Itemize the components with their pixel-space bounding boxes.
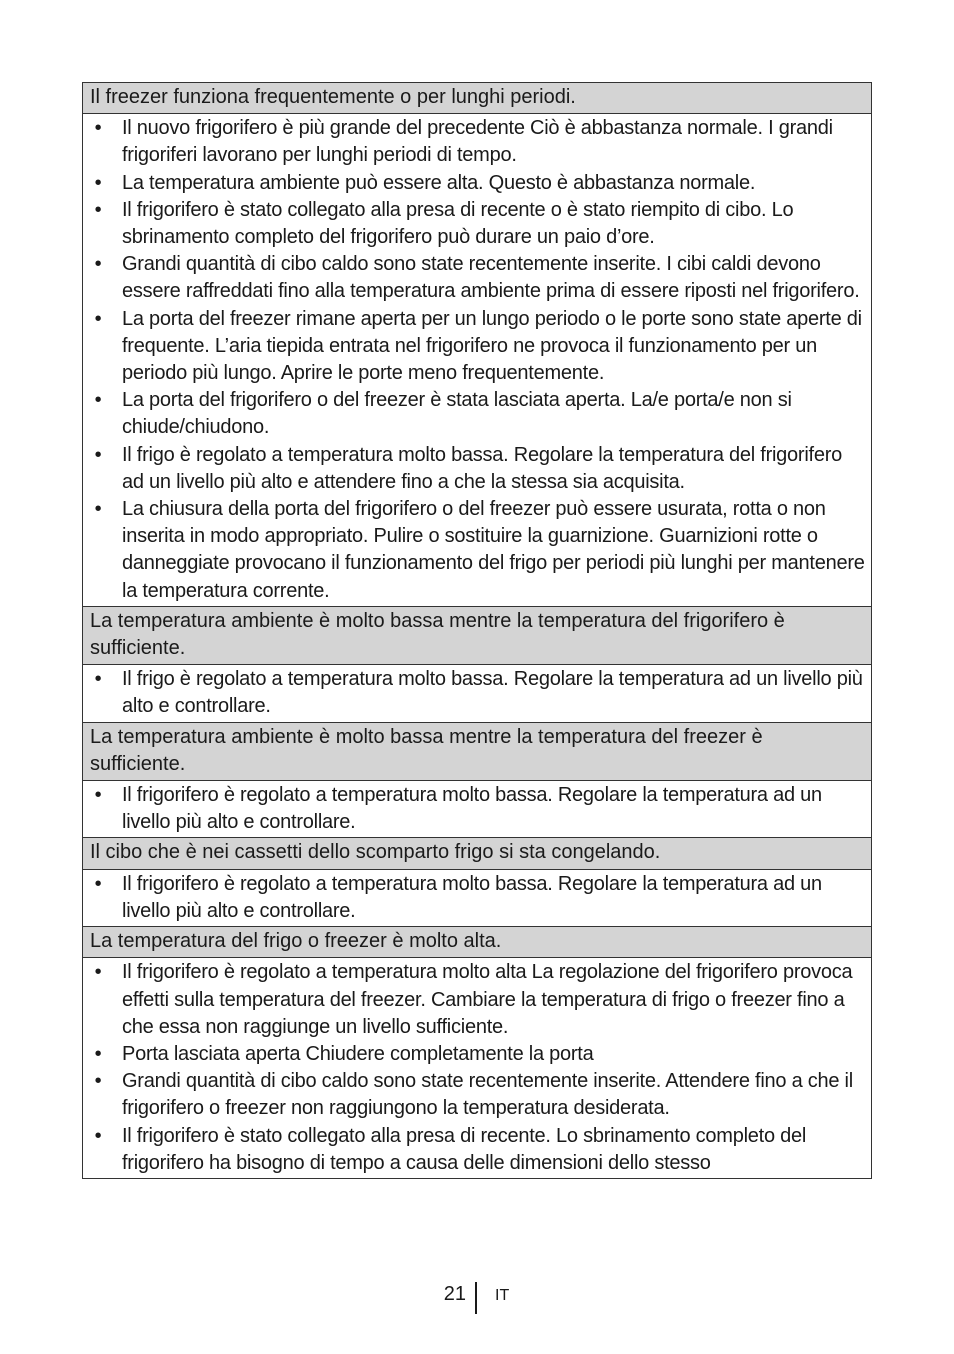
section-header: Il freezer funziona frequentemente o per lunghi periodi.	[83, 83, 871, 114]
section-body	[83, 114, 871, 606]
bullet-icon: •	[94, 307, 102, 330]
bullet-icon: •	[94, 117, 102, 140]
list-item-text: Il frigo è regolato a temperatura molto bassa. Regolare la temperatura ad un livello più alto e controllare.	[122, 668, 863, 718]
list-item	[90, 170, 865, 197]
list-item	[90, 871, 865, 925]
list-item	[90, 251, 865, 305]
section-header: Il cibo che è nei cassetti dello scomparto frigo si sta congelando.	[83, 837, 871, 869]
list-item-text: La porta del frigorifero o del freezer è stata lasciata aperta. La/e porta/e non si chiude/chiudono.	[122, 389, 792, 439]
list-item	[90, 306, 865, 388]
bullet-icon: •	[94, 961, 102, 984]
bullet-icon: •	[94, 668, 102, 691]
list-item-text: La temperatura ambiente può essere alta. Questo è abbastanza normale.	[122, 171, 756, 194]
list-item	[90, 782, 865, 836]
list-item	[90, 115, 865, 169]
section-ambient-low-fridge	[83, 606, 871, 722]
list-item	[90, 666, 865, 720]
list-item-text: Il frigo è regolato a temperatura molto bassa. Regolare la temperatura del frigorifero ad un livello più alto e attendere fino a che la stessa sia acquisita.	[122, 443, 842, 493]
troubleshooting-table	[82, 82, 872, 1179]
list-item-text: Grandi quantità di cibo caldo sono state recentemente inserite. I cibi caldi devono essere raffreddati fino alla temperatura ambiente prima di essere riposti nel frigorifero.	[122, 253, 860, 303]
list-item-text: Il frigorifero è regolato a temperatura molto bassa. Regolare la temperatura ad un livello più alto e controllare.	[122, 784, 822, 834]
bullet-icon: •	[94, 498, 102, 521]
section-food-freezing	[83, 837, 871, 926]
section-body	[83, 665, 871, 721]
section-temperature-high	[83, 926, 871, 1178]
list-item-text: Porta lasciata aperta Chiudere completamente la porta	[122, 1042, 594, 1065]
footer-separator	[475, 1282, 477, 1314]
list-item-text: Il frigorifero è regolato a temperatura molto alta La regolazione del frigorifero provoca effetti sulla temperatura del freezer. Cambiare la temperatura di frigo o freezer fino a che essa non raggiunge un livello sufficiente.	[122, 961, 853, 1038]
page-footer	[0, 1280, 954, 1316]
bullet-icon: •	[94, 1070, 102, 1093]
bullet-icon: •	[94, 872, 102, 895]
bullet-icon: •	[94, 253, 102, 276]
list-item	[90, 442, 865, 496]
list-item	[90, 1041, 865, 1068]
bullet-icon: •	[94, 1124, 102, 1147]
bullet-icon: •	[94, 389, 102, 412]
list-item-text: La chiusura della porta del frigorifero o del freezer può essere usurata, rotta o non inserita in modo appropriato. Pulire o sostituire la guarnizione. Guarnizioni rotte o danneggiate provocano il funzionamento del frigo per periodi più lunghi per mantenere la temperatura corrente.	[122, 498, 865, 602]
list-item-text: Il frigorifero è stato collegato alla presa di recente o è stato riempito di cibo. Lo sbrinamento completo del frigorifero può durare un paio d’ore.	[122, 198, 794, 249]
list-item	[90, 387, 865, 441]
section-freezer-runs-long	[83, 83, 871, 606]
section-header: La temperatura ambiente è molto bassa mentre la temperatura del frigorifero è sufficiente.	[83, 606, 871, 665]
bullet-icon: •	[94, 198, 102, 221]
section-body	[83, 870, 871, 926]
bullet-icon: •	[94, 443, 102, 466]
section-ambient-low-freezer	[83, 722, 871, 838]
list-item	[90, 1123, 865, 1177]
bullet-icon: •	[94, 784, 102, 807]
bullet-icon: •	[94, 1042, 102, 1065]
section-header: La temperatura del frigo o freezer è molto alta.	[83, 926, 871, 958]
list-item	[90, 197, 865, 251]
page-number: 21	[443, 1283, 466, 1305]
list-item-text: Il frigorifero è stato collegato alla presa di recente. Lo sbrinamento completo del frigorifero ha bisogno di tempo a causa delle dimensioni dello stesso	[122, 1124, 807, 1174]
list-item	[90, 1068, 865, 1122]
list-item-text: Grandi quantità di cibo caldo sono state recentemente inserite. Attendere fino a che il frigorifero o freezer non raggiungono la temperatura desiderata.	[122, 1070, 853, 1120]
section-header: La temperatura ambiente è molto bassa mentre la temperatura del freezer è sufficiente.	[83, 722, 871, 781]
section-body	[83, 781, 871, 837]
list-item	[90, 496, 865, 605]
list-item	[90, 959, 865, 1041]
list-item-text: Il nuovo frigorifero è più grande del precedente Ciò è abbastanza normale. I grandi frigoriferi lavorano per lunghi periodi di tempo.	[122, 117, 833, 167]
language-code: IT	[495, 1287, 510, 1304]
list-item-text: La porta del freezer rimane aperta per un lungo periodo o le porte sono state aperte di frequente. L’aria tiepida entrata nel frigorifero ne provoca il funzionamento per un periodo più lungo. Aprire le porte meno frequentemente.	[122, 307, 862, 385]
section-body	[83, 958, 871, 1178]
bullet-icon: •	[94, 171, 102, 194]
list-item-text: Il frigorifero è regolato a temperatura molto bassa. Regolare la temperatura ad un livello più alto e controllare.	[122, 872, 822, 922]
